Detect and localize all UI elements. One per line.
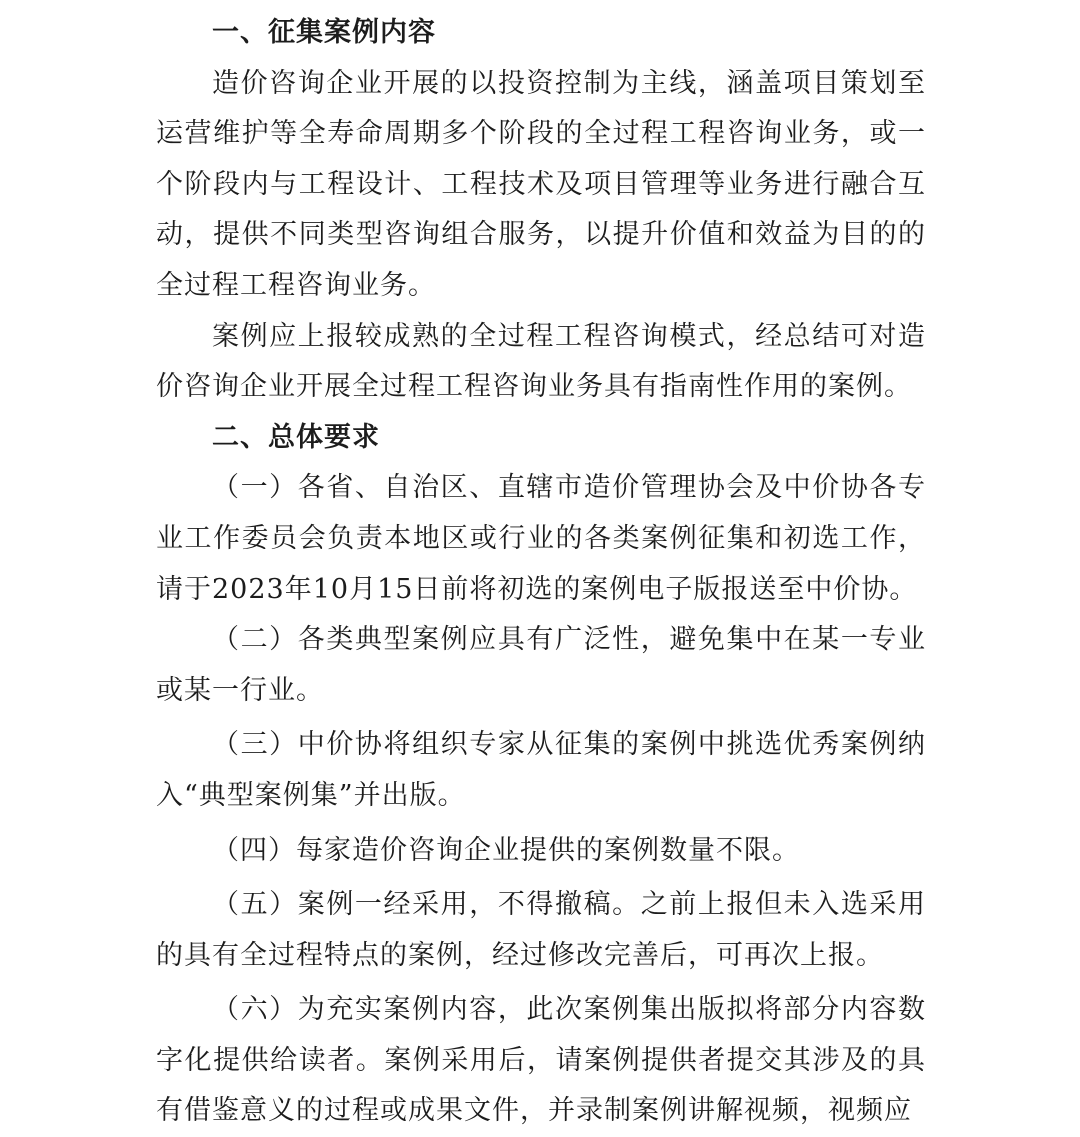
paragraph-case-requirement: 案例应上报较成熟的全过程工程咨询模式，经总结可对造价咨询企业开展全过程工程咨询业务具有指南性作用的案例。 [156,320,926,403]
requirement-item-6: （六）为充实案例内容，此次案例集出版拟将部分内容数字化提供给读者。案例采用后，请案例提供者提交其涉及的具有借鉴意义的过程或成果文件，并录制案例讲解视频，视频应 [156,994,926,1127]
requirement-item-1: （一）各省、自治区、直辖市造价管理协会及中价协各专业工作委员会负责本地区或行业的各类案例征集和初选工作，请于2023年10月15日前将初选的案例电子版报送至中价协。 [156,472,926,605]
paragraph-scope: 造价咨询企业开展的以投资控制为主线，涵盖项目策划至运营维护等全寿命周期多个阶段的全过程工程咨询业务，或一个阶段内与工程设计、工程技术及项目管理等业务进行融合互动，提供不同类型咨询组合服务，以提升价值和效益为目的的全过程工程咨询业务。 [156,67,926,301]
requirement-item-4: （四）每家造价咨询企业提供的案例数量不限。 [212,834,800,866]
requirement-item-2: （二）各类典型案例应具有广泛性，避免集中在某一专业或某一行业。 [156,624,926,706]
section-heading-collection-content: 一、征集案例内容 [212,17,436,48]
requirement-item-5: （五）案例一经采用，不得撤稿。之前上报但未入选采用的具有全过程特点的案例，经过修改完善后，可再次上报。 [156,889,926,971]
requirement-item-3: （三）中价协将组织专家从征集的案例中挑选优秀案例纳入“典型案例集”并出版。 [156,729,926,811]
document-page [156,8,926,1137]
section-heading-general-requirements: 二、总体要求 [212,421,380,453]
